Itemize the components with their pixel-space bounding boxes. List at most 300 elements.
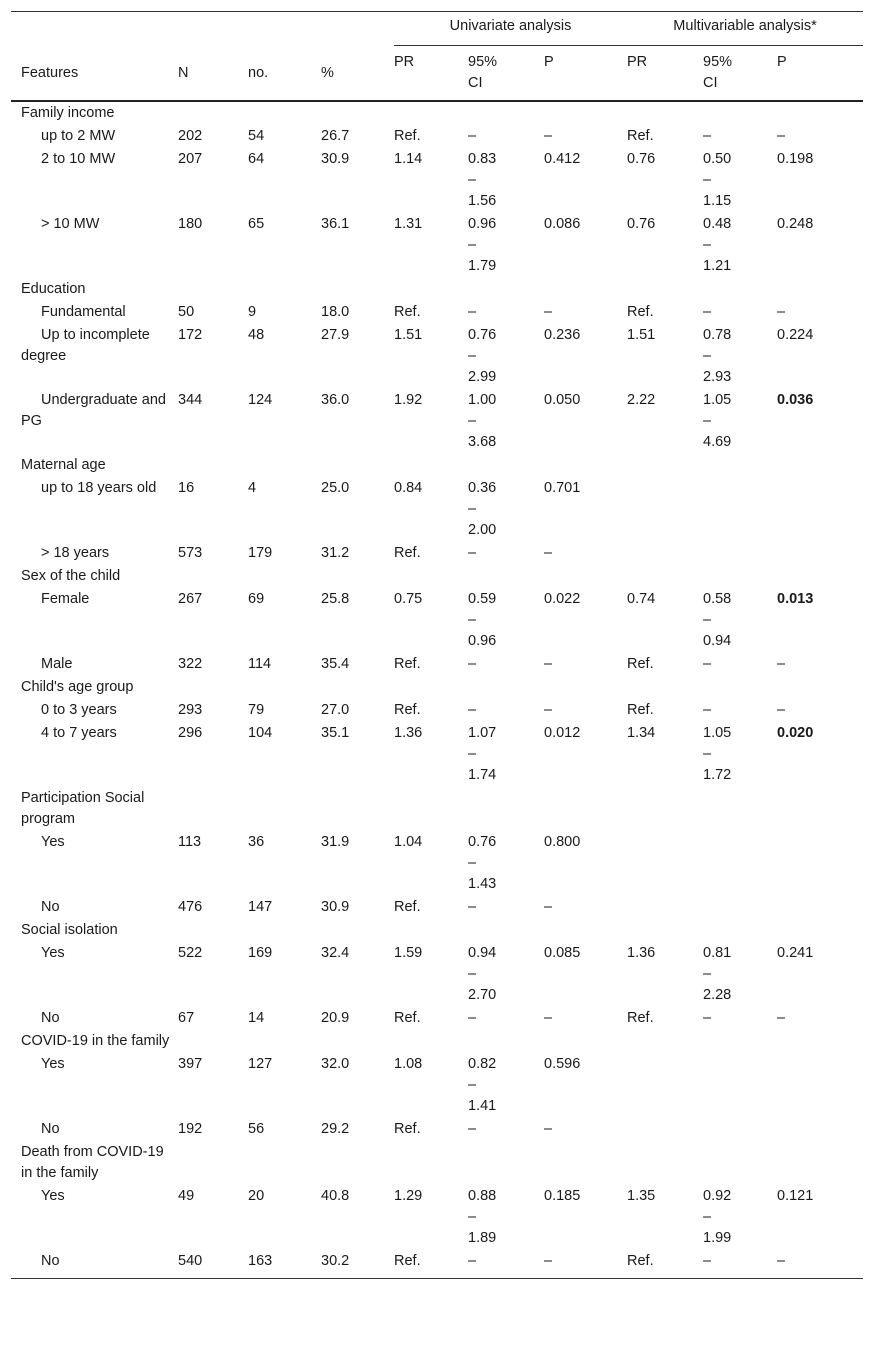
cell-univariate-ci: –: [468, 304, 477, 320]
row-label: 4 to 7 years: [41, 725, 117, 741]
cell-multivariable-p: [777, 831, 863, 896]
table-group-row: [11, 919, 863, 942]
table-group-row: [11, 454, 863, 477]
row-label: Undergraduate and PG: [21, 392, 166, 429]
col-header-features: Features: [21, 64, 79, 81]
empty-cell: [777, 676, 863, 699]
empty-cell: [468, 101, 544, 125]
group-label: Sex of the child: [21, 568, 121, 584]
cell-multivariable-ci: 1.05 – 4.69: [703, 392, 732, 450]
empty-cell: [321, 454, 394, 477]
cell-multivariable-pr: Ref.: [627, 304, 654, 320]
empty-cell: [394, 101, 468, 125]
empty-cell: [703, 1141, 777, 1185]
cell-n: 50: [178, 304, 195, 320]
cell-multivariable-pr: Ref.: [627, 1253, 654, 1269]
empty-cell: [468, 454, 544, 477]
cell-no: 104: [248, 725, 273, 741]
cell-multivariable-pr: [627, 1118, 703, 1141]
empty-cell: [468, 787, 544, 831]
cell-multivariable-p: –: [777, 1010, 786, 1026]
cell-n: 192: [178, 1121, 203, 1137]
empty-cell: [777, 1141, 863, 1185]
cell-univariate-pr: 1.51: [394, 327, 423, 343]
group-label: Education: [21, 281, 86, 297]
cell-no: 127: [248, 1056, 273, 1072]
empty-cell: [248, 278, 321, 301]
row-label: Female: [41, 591, 90, 607]
cell-no: 114: [248, 656, 272, 672]
cell-univariate-pr: Ref.: [394, 1121, 421, 1137]
table-row: [11, 942, 863, 1007]
table-row: [11, 1250, 863, 1279]
cell-n: 344: [178, 392, 203, 408]
cell-univariate-pr: Ref.: [394, 656, 421, 672]
empty-cell: [468, 1030, 544, 1053]
cell-multivariable-p: –: [777, 702, 786, 718]
empty-cell: [703, 676, 777, 699]
empty-cell: [777, 454, 863, 477]
cell-multivariable-pr: Ref.: [627, 128, 654, 144]
table-row: [11, 1118, 863, 1141]
table-row: [11, 588, 863, 653]
empty-cell: [703, 101, 777, 125]
cell-no: 169: [248, 945, 273, 961]
cell-n: 67: [178, 1010, 195, 1026]
empty-cell: [627, 101, 703, 125]
empty-cell: [321, 1030, 394, 1053]
cell-pct: 31.2: [321, 545, 350, 561]
row-label: Yes: [41, 1056, 65, 1072]
empty-cell: [777, 565, 863, 588]
cell-multivariable-ci: [703, 542, 777, 565]
univariate-group-label: Univariate analysis: [394, 12, 627, 46]
cell-univariate-pr: 1.29: [394, 1188, 423, 1204]
cell-pct: 18.0: [321, 304, 350, 320]
cell-pct: 32.0: [321, 1056, 350, 1072]
cell-multivariable-p: –: [777, 128, 786, 144]
cell-multivariable-p: –: [777, 1253, 786, 1269]
cell-no: 54: [248, 128, 265, 144]
empty-cell: [178, 1030, 248, 1053]
cell-multivariable-ci: 0.92 – 1.99: [703, 1188, 732, 1246]
row-label: No: [41, 1121, 60, 1137]
table-group-row: [11, 1141, 863, 1185]
cell-multivariable-pr: 2.22: [627, 392, 656, 408]
cell-multivariable-pr: 1.34: [627, 725, 656, 741]
cell-multivariable-ci: [703, 477, 777, 542]
table-group-row: [11, 101, 863, 125]
empty-cell: [468, 919, 544, 942]
cell-multivariable-ci: [703, 1118, 777, 1141]
row-label: > 10 MW: [41, 216, 100, 232]
group-label: Maternal age: [21, 457, 106, 473]
cell-n: 16: [178, 480, 195, 496]
cell-multivariable-pr: Ref.: [627, 702, 654, 718]
cell-univariate-pr: 0.75: [394, 591, 423, 607]
col-header-multivariable-pr: PR: [627, 54, 648, 70]
header-column-row: [11, 46, 863, 101]
group-label: COVID-19 in the family: [21, 1033, 170, 1049]
empty-cell: [248, 676, 321, 699]
cell-univariate-pr: 1.14: [394, 151, 423, 167]
empty-cell: [544, 565, 627, 588]
cell-multivariable-ci: –: [703, 1010, 712, 1026]
cell-univariate-p: –: [544, 899, 553, 915]
cell-univariate-p: 0.596: [544, 1056, 581, 1072]
cell-no: 56: [248, 1121, 265, 1137]
col-header-n: N: [178, 64, 189, 81]
cell-n: 293: [178, 702, 203, 718]
cell-univariate-p: 0.022: [544, 591, 581, 607]
cell-univariate-pr: 1.92: [394, 392, 423, 408]
cell-univariate-ci: –: [468, 702, 477, 718]
cell-multivariable-pr: 0.74: [627, 591, 656, 607]
cell-univariate-ci: –: [468, 1121, 477, 1137]
cell-multivariable-pr: [627, 1053, 703, 1118]
cell-univariate-p: 0.800: [544, 834, 581, 850]
cell-multivariable-pr: [627, 896, 703, 919]
empty-cell: [544, 787, 627, 831]
cell-multivariable-p: 0.248: [777, 216, 814, 232]
cell-univariate-p: –: [544, 128, 553, 144]
cell-n: 322: [178, 656, 203, 672]
col-header-multivariable-p: P: [777, 54, 787, 70]
cell-multivariable-ci: [703, 831, 777, 896]
empty-cell: [544, 676, 627, 699]
cell-univariate-ci: 0.82 – 1.41: [468, 1056, 497, 1114]
group-label: Family income: [21, 105, 115, 121]
row-label: No: [41, 1253, 60, 1269]
cell-multivariable-ci: –: [703, 304, 712, 320]
table-row: [11, 896, 863, 919]
cell-pct: 35.1: [321, 725, 350, 741]
cell-univariate-p: 0.086: [544, 216, 581, 232]
cell-n: 296: [178, 725, 203, 741]
empty-cell: [178, 676, 248, 699]
empty-cell: [321, 101, 394, 125]
cell-multivariable-ci: 0.50 – 1.15: [703, 151, 732, 209]
empty-cell: [468, 565, 544, 588]
empty-cell: [544, 919, 627, 942]
cell-univariate-pr: Ref.: [394, 128, 421, 144]
cell-n: 573: [178, 545, 203, 561]
cell-multivariable-ci: 0.58 – 0.94: [703, 591, 732, 649]
empty-cell: [248, 919, 321, 942]
cell-multivariable-ci: 0.81 – 2.28: [703, 945, 732, 1003]
cell-pct: 36.0: [321, 392, 350, 408]
row-label: Up to incomplete degree: [21, 327, 150, 364]
empty-cell: [703, 919, 777, 942]
cell-multivariable-ci: –: [703, 128, 712, 144]
empty-cell: [777, 1030, 863, 1053]
cell-univariate-ci: –: [468, 1010, 477, 1026]
col-header-multivariable-ci: 95% CI: [703, 54, 733, 91]
cell-no: 48: [248, 327, 265, 343]
empty-cell: [321, 676, 394, 699]
cell-pct: 31.9: [321, 834, 350, 850]
table-row: [11, 831, 863, 896]
cell-multivariable-pr: [627, 542, 703, 565]
empty-cell: [777, 101, 863, 125]
cell-n: 522: [178, 945, 203, 961]
cell-univariate-ci: 0.59 – 0.96: [468, 591, 497, 649]
cell-multivariable-p: [777, 477, 863, 542]
empty-cell: [178, 278, 248, 301]
col-header-univariate-p: P: [544, 54, 554, 70]
cell-univariate-p: –: [544, 1121, 553, 1137]
empty-cell: [627, 1141, 703, 1185]
empty-cell: [178, 454, 248, 477]
cell-pct: 40.8: [321, 1188, 350, 1204]
cell-univariate-p: 0.701: [544, 480, 581, 496]
cell-pct: 27.9: [321, 327, 350, 343]
empty-cell: [544, 1141, 627, 1185]
cell-univariate-pr: 0.84: [394, 480, 423, 496]
cell-univariate-pr: 1.59: [394, 945, 423, 961]
empty-cell: [394, 454, 468, 477]
cell-multivariable-ci: 0.78 – 2.93: [703, 327, 732, 385]
cell-univariate-p: –: [544, 656, 553, 672]
cell-n: 172: [178, 327, 203, 343]
empty-cell: [627, 919, 703, 942]
table-row: [11, 653, 863, 676]
col-header-no: no.: [248, 64, 269, 81]
results-table-container: [11, 11, 863, 1279]
cell-multivariable-ci: [703, 1053, 777, 1118]
cell-multivariable-pr: 0.76: [627, 151, 656, 167]
cell-univariate-ci: –: [468, 1253, 477, 1269]
cell-multivariable-p: 0.198: [777, 151, 814, 167]
table-group-row: [11, 278, 863, 301]
table-row: [11, 389, 863, 454]
cell-pct: 36.1: [321, 216, 350, 232]
table-body: [11, 101, 863, 1279]
empty-cell: [627, 454, 703, 477]
group-label: Participation Social program: [21, 790, 145, 827]
cell-multivariable-p: 0.241: [777, 945, 814, 961]
cell-univariate-p: –: [544, 304, 553, 320]
cell-pct: 35.4: [321, 656, 350, 672]
empty-cell: [468, 1141, 544, 1185]
cell-no: 69: [248, 591, 265, 607]
row-label: Yes: [41, 945, 65, 961]
cell-pct: 30.9: [321, 899, 350, 915]
cell-n: 267: [178, 591, 203, 607]
empty-cell: [321, 565, 394, 588]
row-label: 0 to 3 years: [41, 702, 117, 718]
row-label: Male: [41, 656, 73, 672]
empty-cell: [178, 787, 248, 831]
cell-multivariable-pr: 0.76: [627, 216, 656, 232]
empty-cell: [178, 919, 248, 942]
row-label: No: [41, 899, 60, 915]
empty-cell: [703, 565, 777, 588]
empty-cell: [248, 787, 321, 831]
empty-cell: [777, 919, 863, 942]
empty-cell: [544, 454, 627, 477]
cell-no: 147: [248, 899, 273, 915]
cell-pct: 25.0: [321, 480, 350, 496]
cell-univariate-ci: 1.00 – 3.68: [468, 392, 497, 450]
row-label: up to 18 years old: [41, 480, 157, 496]
empty-cell: [468, 676, 544, 699]
empty-cell: [703, 787, 777, 831]
table-header: [11, 12, 863, 102]
cell-univariate-ci: 0.88 – 1.89: [468, 1188, 497, 1246]
table-row: [11, 542, 863, 565]
empty-cell: [394, 1030, 468, 1053]
cell-univariate-p: 0.185: [544, 1188, 581, 1204]
cell-univariate-pr: 1.36: [394, 725, 423, 741]
cell-univariate-p: 0.012: [544, 725, 581, 741]
cell-multivariable-pr: 1.35: [627, 1188, 656, 1204]
empty-cell: [248, 101, 321, 125]
col-header-univariate-ci: 95% CI: [468, 54, 498, 91]
cell-multivariable-p: 0.224: [777, 327, 814, 343]
table-row: [11, 148, 863, 213]
cell-univariate-ci: 1.07 – 1.74: [468, 725, 497, 783]
cell-pct: 25.8: [321, 591, 350, 607]
cell-univariate-pr: Ref.: [394, 1253, 421, 1269]
empty-cell: [394, 787, 468, 831]
cell-n: 113: [178, 834, 202, 850]
cell-univariate-ci: 0.96 – 1.79: [468, 216, 497, 274]
cell-no: 65: [248, 216, 265, 232]
cell-multivariable-p: [777, 1053, 863, 1118]
cell-pct: 27.0: [321, 702, 350, 718]
group-label: Child's age group: [21, 679, 134, 695]
empty-cell: [394, 1141, 468, 1185]
cell-univariate-pr: Ref.: [394, 1010, 421, 1026]
results-table: [11, 11, 863, 1279]
cell-univariate-p: 0.236: [544, 327, 581, 343]
row-label: Fundamental: [41, 304, 126, 320]
col-header-pct: %: [321, 64, 334, 81]
empty-cell: [627, 787, 703, 831]
multivariable-group-header: [627, 12, 863, 47]
table-row: [11, 125, 863, 148]
cell-univariate-p: 0.050: [544, 392, 581, 408]
empty-cell: [248, 1030, 321, 1053]
cell-multivariable-p: [777, 1118, 863, 1141]
cell-no: 79: [248, 702, 265, 718]
cell-univariate-pr: 1.08: [394, 1056, 423, 1072]
cell-multivariable-p: 0.013: [777, 591, 814, 607]
cell-multivariable-ci: 1.05 – 1.72: [703, 725, 732, 783]
cell-multivariable-pr: Ref.: [627, 656, 654, 672]
empty-cell: [248, 454, 321, 477]
cell-multivariable-p: [777, 542, 863, 565]
cell-univariate-pr: Ref.: [394, 545, 421, 561]
cell-no: 179: [248, 545, 273, 561]
table-row: [11, 1053, 863, 1118]
cell-no: 124: [248, 392, 273, 408]
table-row: [11, 722, 863, 787]
empty-cell: [321, 919, 394, 942]
group-label: Death from COVID-19 in the family: [21, 1144, 164, 1181]
empty-cell: [178, 101, 248, 125]
table-row: [11, 699, 863, 722]
cell-univariate-p: –: [544, 1010, 553, 1026]
table-group-row: [11, 1030, 863, 1053]
cell-univariate-p: 0.085: [544, 945, 581, 961]
table-row: [11, 324, 863, 389]
cell-no: 36: [248, 834, 265, 850]
cell-no: 14: [248, 1010, 265, 1026]
empty-cell: [627, 278, 703, 301]
cell-univariate-ci: 0.94 – 2.70: [468, 945, 497, 1003]
table-group-row: [11, 676, 863, 699]
empty-cell: [703, 454, 777, 477]
cell-multivariable-ci: –: [703, 702, 712, 718]
row-label: Yes: [41, 1188, 65, 1204]
empty-cell: [777, 278, 863, 301]
row-label: up to 2 MW: [41, 128, 116, 144]
empty-cell: [703, 1030, 777, 1053]
table-group-row: [11, 565, 863, 588]
cell-n: 180: [178, 216, 203, 232]
cell-no: 64: [248, 151, 265, 167]
cell-n: 397: [178, 1056, 203, 1072]
cell-univariate-ci: –: [468, 545, 477, 561]
cell-univariate-ci: 0.83 – 1.56: [468, 151, 497, 209]
empty-cell: [321, 278, 394, 301]
cell-multivariable-pr: [627, 831, 703, 896]
cell-n: 476: [178, 899, 203, 915]
cell-pct: 32.4: [321, 945, 350, 961]
cell-multivariable-p: 0.036: [777, 392, 814, 408]
empty-cell: [394, 565, 468, 588]
multivariable-group-label: Multivariable analysis*: [627, 12, 863, 46]
group-label: Social isolation: [21, 922, 118, 938]
empty-cell: [178, 565, 248, 588]
empty-cell: [178, 1141, 248, 1185]
cell-multivariable-p: [777, 896, 863, 919]
cell-multivariable-p: 0.020: [777, 725, 814, 741]
cell-n: 540: [178, 1253, 203, 1269]
cell-multivariable-p: 0.121: [777, 1188, 814, 1204]
empty-cell: [544, 1030, 627, 1053]
row-label: No: [41, 1010, 60, 1026]
empty-cell: [321, 1141, 394, 1185]
cell-univariate-pr: 1.31: [394, 216, 423, 232]
empty-cell: [248, 1141, 321, 1185]
cell-univariate-pr: 1.04: [394, 834, 423, 850]
cell-multivariable-ci: [703, 896, 777, 919]
empty-cell: [468, 278, 544, 301]
empty-cell: [544, 101, 627, 125]
cell-multivariable-pr: 1.36: [627, 945, 656, 961]
empty-cell: [627, 565, 703, 588]
empty-cell: [394, 919, 468, 942]
univariate-group-header: [394, 12, 627, 47]
cell-univariate-ci: 0.76 – 2.99: [468, 327, 497, 385]
empty-cell: [248, 565, 321, 588]
cell-univariate-pr: Ref.: [394, 702, 421, 718]
header-spacer: [11, 12, 394, 47]
empty-cell: [627, 1030, 703, 1053]
header-group-row: [11, 12, 863, 47]
empty-cell: [394, 676, 468, 699]
empty-cell: [544, 278, 627, 301]
cell-multivariable-pr: Ref.: [627, 1010, 654, 1026]
cell-univariate-ci: –: [468, 656, 477, 672]
cell-no: 163: [248, 1253, 273, 1269]
cell-pct: 30.2: [321, 1253, 350, 1269]
cell-univariate-ci: –: [468, 899, 477, 915]
cell-univariate-pr: Ref.: [394, 899, 421, 915]
